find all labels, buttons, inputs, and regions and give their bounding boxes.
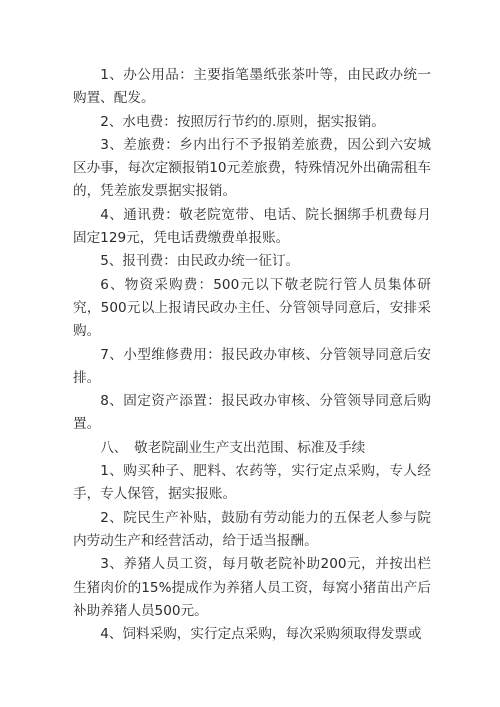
paragraph-production-subsidy: 2、院民生产补贴，鼓励有劳动能力的五保老人参与院内劳动生产和经营活动，给于适当报酬。	[73, 509, 431, 549]
paragraph-feed: 4、饲料采购，实行定点采购，每次采购须取得发票或	[100, 626, 422, 643]
paragraph-travel: 3、差旅费：乡内出行不予报销差旅费，因公到六安城区办事，每次定额报销10元差旅费，特殊情况外出确需租车的，凭差旅发票据实报销。	[73, 136, 431, 200]
paragraph-communication: 4、通讯费：敬老院宽带、电话、院长捆绑手机费每月固定129元，凭电话费缴费单报账。	[73, 206, 431, 247]
paragraph-seeds: 1、购买种子、肥料、农药等，实行定点采购，专人经手，专人保管，据实报账。	[73, 463, 431, 503]
paragraph-office-supplies: 1、办公用品：主要指笔墨纸张茶叶等，由民政办统一购置、配发。	[73, 67, 431, 107]
document-body	[73, 64, 431, 646]
section-heading: 八、 敬老院副业生产支出范围、标准及手续	[100, 439, 366, 456]
paragraph-utilities: 2、水电费：按照厉行节约的.原则，据实报销。	[100, 113, 386, 130]
paragraph-procurement: 6、物资采购费：500元以下敬老院行管人员集体研究，500元以上报请民政办主任、分管领导同意后，安排采购。	[73, 276, 431, 340]
paragraph-fixed-assets: 8、固定资产添置：报民政办审核、分管领导同意后购置。	[73, 393, 431, 433]
paragraph-pig-keeper-wages: 3、养猪人员工资，每月敬老院补助200元，并按出栏生猪肉价的15%提成作为养猪人员工资，每窝小猪苗出产后补助养猪人员500元。	[73, 556, 431, 619]
paragraph-repairs: 7、小型维修费用：报民政办审核、分管领导同意后安排。	[73, 346, 431, 386]
paragraph-newspapers: 5、报刊费：由民政办统一征订。	[100, 253, 300, 270]
